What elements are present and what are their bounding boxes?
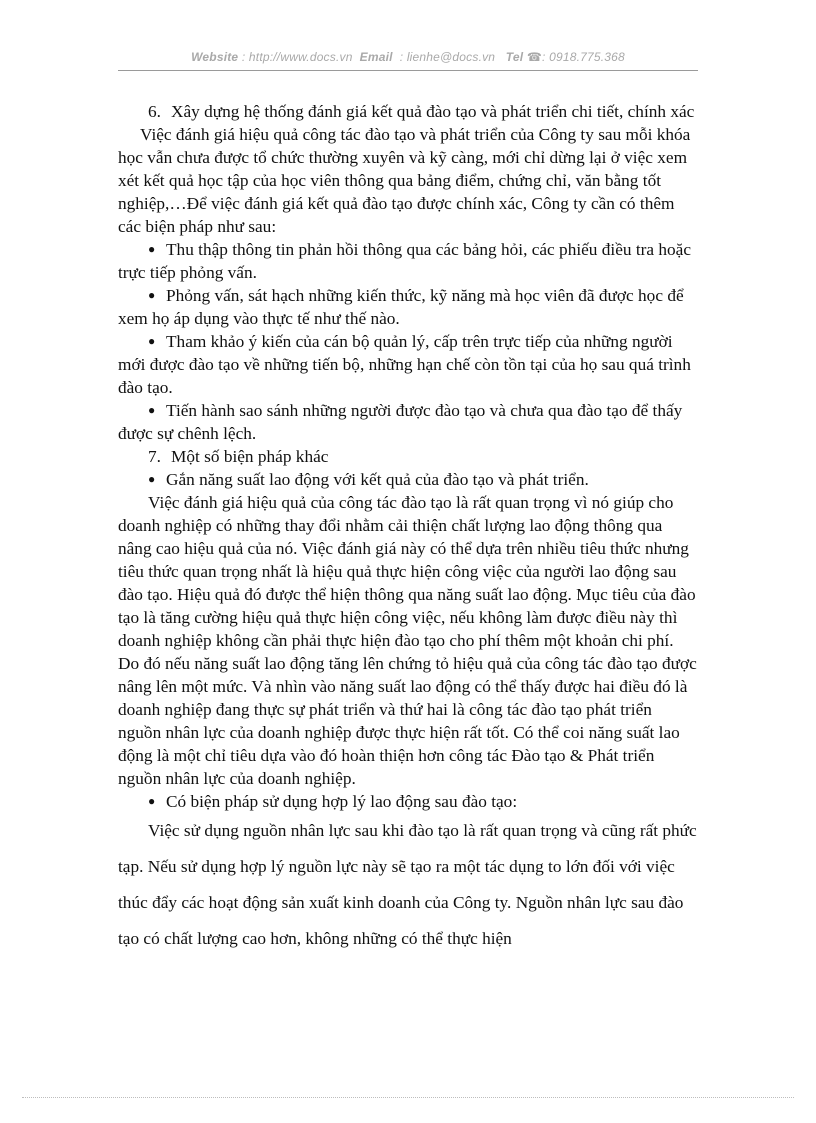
website-value[interactable]: : http://www.docs.vn xyxy=(241,50,353,64)
section-heading-6 xyxy=(118,100,698,123)
bullet-text: Phỏng vấn, sát hạch những kiến thức, kỹ năng mà học viên đã được học để xem họ áp dụng vào thực tế như thế nào. xyxy=(118,286,684,328)
tel-label: Tel xyxy=(505,50,524,64)
phone-icon: ☎ xyxy=(526,50,542,64)
email-value[interactable]: : lienhe@docs.vn xyxy=(399,50,496,64)
bullet-text: Tiến hành sao sánh những người được đào tạo và chưa qua đào tạo để thấy được sự chênh lệch. xyxy=(118,401,683,443)
bullet-text: Có biện pháp sử dụng hợp lý lao động sau đào tạo: xyxy=(166,792,518,811)
bullet-icon: ● xyxy=(148,242,156,256)
bullet-icon: ● xyxy=(148,472,156,486)
tel-value: : 0918.775.368 xyxy=(542,50,625,64)
bullet-text: Gắn năng suất lao động với kết quả của đào tạo và phát triển. xyxy=(166,470,589,489)
bullet-text: Thu thập thông tin phản hồi thông qua các bảng hỏi, các phiếu điều tra hoặc trực tiếp phỏng vấn. xyxy=(118,240,692,282)
bullet-item xyxy=(118,468,698,491)
bullet-item xyxy=(118,330,698,399)
section-title: Một số biện pháp khác xyxy=(171,447,329,466)
bullet-icon: ● xyxy=(148,794,156,808)
bullet-icon: ● xyxy=(148,403,156,417)
footer-divider xyxy=(22,1097,794,1098)
website-label: Website xyxy=(191,50,239,64)
section-title: Xây dựng hệ thống đánh giá kết quả đào tạo và phát triển chi tiết, chính xác xyxy=(171,102,695,121)
document-body xyxy=(118,100,698,957)
section-number: 6. xyxy=(148,102,161,121)
bullet-item xyxy=(118,238,698,284)
paragraph: Việc đánh giá hiệu quả công tác đào tạo và phát triển của Công ty sau mỗi khóa học vẫn chưa được tổ chức thường xuyên và kỹ càng, mới chỉ dừng lại ở việc xem xét kết quả học tập của học viên thông qua bảng điểm, chứng chỉ, văn bằng tốt nghiệp,…Để việc đánh giá kết quả đào tạo được chính xác, Công ty cần có thêm các biện pháp như sau: xyxy=(118,125,691,236)
bullet-text: Tham khảo ý kiến của cán bộ quản lý, cấp trên trực tiếp của những người mới được đào tạo về những tiến bộ, những hạn chế còn tồn tại của họ sau quá trình đào tạo. xyxy=(118,332,691,397)
bullet-icon: ● xyxy=(148,334,156,348)
header-divider xyxy=(118,70,698,71)
bullet-item xyxy=(118,790,698,813)
email-label: Email xyxy=(359,50,393,64)
section-heading-7 xyxy=(118,445,698,468)
paragraph: Việc sử dụng nguồn nhân lực sau khi đào tạo là rất quan trọng và cũng rất phức tạp. Nếu sử dụng hợp lý nguồn lực này sẽ tạo ra một tác dụng to lớn đối với việc thúc đẩy các hoạt động sản xuất kinh doanh của Công ty. Nguồn nhân lực sau đào tạo có chất lượng cao hơn, không những có thể thực hiện xyxy=(118,821,697,948)
bullet-item xyxy=(118,399,698,445)
bullet-item xyxy=(118,284,698,330)
paragraph: Việc đánh giá hiệu quả của công tác đào tạo là rất quan trọng vì nó giúp cho doanh nghiệp có những thay đổi nhằm cải thiện chất lượng lao động thông qua nâng cao hiệu quả của nó. Việc đánh giá này có thể dựa trên nhiều tiêu thức nhưng tiêu thức quan trọng nhất là hiệu quả thực hiện công việc của người lao động sau đào tạo. Hiệu quả đó được thể hiện thông qua năng suất lao động. Mục tiêu của đào tạo là tăng cường hiệu quả thực hiện công việc, nếu không làm được điều này thì doanh nghiệp không cần phải thực hiện đào tạo cho phí thêm một khoản chi phí. Do đó nếu năng suất lao động tăng lên chứng tỏ hiệu quả của công tác đào tạo được nâng lên một mức. Và nhìn vào năng suất lao động có thể thấy được hai điều đó là doanh nghiệp đang thực sự phát triển và thứ hai là công tác đào tạo phát triển nguồn nhân lực của doanh nghiệp được thực hiện rất tốt. Có thể coi năng suất lao động là một chỉ tiêu dựa vào đó hoàn thiện hơn công tác Đào tạo & Phát triển nguồn nhân lực của doanh nghiệp. xyxy=(118,493,697,788)
page-header xyxy=(118,50,698,64)
section-number: 7. xyxy=(148,447,161,466)
bullet-icon: ● xyxy=(148,288,156,302)
